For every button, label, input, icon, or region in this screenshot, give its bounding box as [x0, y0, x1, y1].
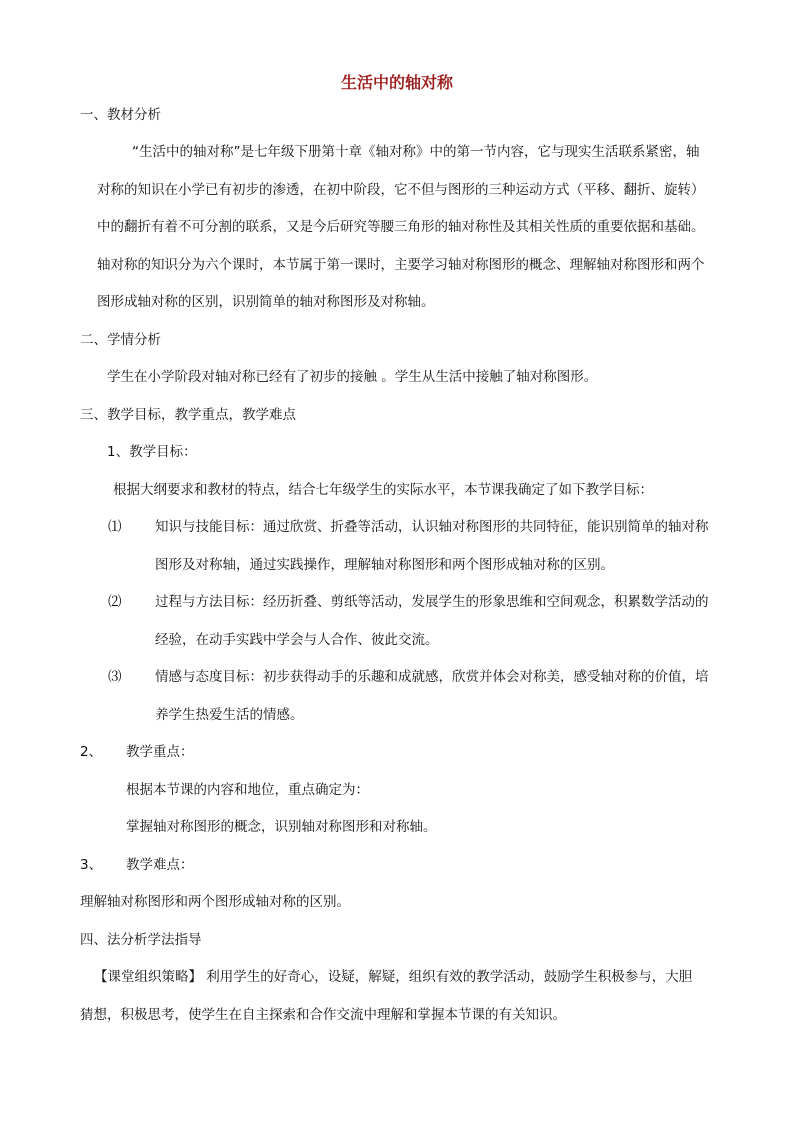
paragraph-line: 对称的知识在小学已有初步的渗透，在初中阶段，它不但与图形的三种运动方式（平移、翻折、旋转） [97, 182, 705, 198]
paragraph-line: 猜想，积极思考，使学生在自主探索和合作交流中理解和掌握本节课的有关知识。 [80, 1007, 566, 1023]
subheading-number: 3、 [80, 857, 103, 873]
goal-line: 知识与技能目标：通过欣赏、折叠等活动，认识轴对称图形的共同特征，能识别简单的轴对称 [155, 519, 709, 535]
subheading-difficulties: 教学难点： [126, 857, 194, 873]
section-heading-2: 二、学情分析 [80, 332, 161, 348]
goal-line: 情感与态度目标：初步获得动手的乐趣和成就感，欣赏并体会对称美，感受轴对称的价值，培 [155, 669, 709, 685]
subheading-key-points: 教学重点： [126, 744, 194, 760]
paragraph-line: 图形成轴对称的区别，识别简单的轴对称图形及对称轴。 [97, 294, 435, 310]
paragraph-line: 轴对称的知识分为六个课时，本节属于第一课时，主要学习轴对称图形的概念、理解轴对称图形和两个 [97, 257, 705, 273]
goal-line: 经验，在动手实践中学会与人合作、彼此交流。 [155, 632, 439, 648]
goal-number: ⑴ [108, 519, 122, 535]
paragraph-line: 掌握轴对称图形的概念，识别轴对称图形和对称轴。 [126, 819, 437, 835]
section-heading-1: 一、教材分析 [80, 107, 161, 123]
goal-line: 过程与方法目标：经历折叠、剪纸等活动，发展学生的形象思维和空间观念，积累数学活动的 [155, 594, 709, 610]
paragraph-line: 根据大纲要求和教材的特点，结合七年级学生的实际水平，本节课我确定了如下教学目标： [113, 482, 653, 498]
section-heading-3: 三、教学目标，教学重点，教学难点 [80, 407, 296, 423]
paragraph-line: 学生在小学阶段对轴对称已经有了初步的接触 。学生从生活中接触了轴对称图形。 [107, 369, 598, 385]
paragraph-line: 理解轴对称图形和两个图形成轴对称的区别。 [80, 894, 350, 910]
subheading-teaching-goals: 1、教学目标： [107, 444, 197, 460]
goal-line: 图形及对称轴，通过实践操作，理解轴对称图形和两个图形成轴对称的区别。 [155, 557, 614, 573]
goal-line: 养学生热爱生活的情感。 [155, 707, 304, 723]
paragraph-line: 中的翻折有着不可分割的联系，又是今后研究等腰三角形的轴对称性及其相关性质的重要依据和基础。 [97, 219, 705, 235]
subheading-number: 2、 [80, 744, 103, 760]
document-title: 生活中的轴对称 [340, 73, 453, 92]
paragraph-line: 根据本节课的内容和地位，重点确定为： [126, 782, 369, 798]
paragraph-line: 【课堂组织策略】 利用学生的好奇心，设疑，解疑，组织有效的教学活动，鼓励学生积极参与，大胆 [94, 969, 693, 985]
goal-number: ⑵ [108, 594, 122, 610]
section-heading-4: 四、法分析学法指导 [80, 932, 202, 948]
goal-number: ⑶ [108, 669, 122, 685]
paragraph-line: “生活中的轴对称”是七年级下册第十章《轴对称》中的第一节内容，它与现实生活联系紧密，轴 [132, 144, 700, 160]
